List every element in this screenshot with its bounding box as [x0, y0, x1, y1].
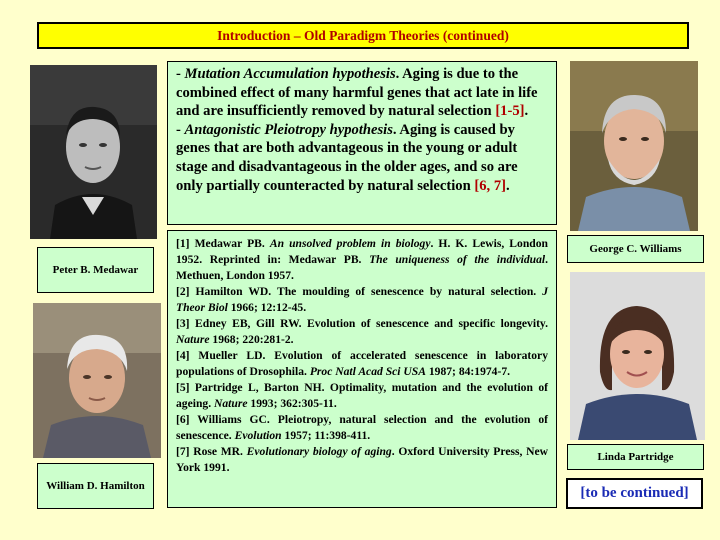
reference-item: [1] Medawar PB. An unsolved problem in biology. H. K. Lewis, London 1952. Reprinted in: Medawar PB. The uniqueness of the individual. Methuen, London 1957.: [176, 237, 548, 282]
caption-hamilton: [37, 463, 154, 509]
reference-item: [3] Edney EB, Gill RW. Evolution of senescence and specific longevity. Nature 1968; 220:281-2.: [176, 317, 548, 346]
caption-medawar: [37, 247, 154, 293]
caption-williams-text: George C. Williams: [589, 242, 682, 255]
portrait-williams-image: [570, 61, 698, 231]
pleiotropy-hypothesis-text: Aging is caused by genes that are both advantageous in the young or adult stage and disadvantageous in the older ages, and so are only partially counteracted by natural selection: [176, 121, 518, 194]
portrait-medawar: [30, 65, 157, 239]
slide-title: Introduction – Old Paradigm Theories (continued): [37, 22, 689, 49]
portrait-partridge: [570, 272, 705, 440]
reference-item: [4] Mueller LD. Evolution of accelerated senescence in laboratory populations of Drosophila. Proc Natl Acad Sci USA 1987; 84:1974-7.: [176, 349, 548, 378]
reference-item: [7] Rose MR. Evolutionary biology of aging. Oxford University Press, New York 1991.: [176, 445, 548, 474]
pleiotropy-hypothesis: - Antagonistic Pleiotropy hypothesis. Aging is caused by genes that are both advantageous in the young or adult stage and disadvantageous in the older ages, and so are only partially counteracted by natural selection [6, 7].: [176, 121, 518, 194]
caption-williams: [567, 235, 704, 263]
to-be-continued-label: [to be continued]: [566, 478, 703, 509]
portrait-partridge-image: [570, 272, 705, 440]
portrait-medawar-image: [30, 65, 157, 239]
reference-item: [6] Williams GC. Pleiotropy, natural selection and the evolution of senescence. Evolution 1957; 11:398-411.: [176, 413, 548, 442]
reference-item: [5] Partridge L, Barton NH. Optimality, mutation and the evolution of ageing. Nature 1993; 362:305-11.: [176, 381, 548, 410]
reference-item: [2] Hamilton WD. The moulding of senescence by natural selection. J Theor Biol 1966; 12:12-45.: [176, 285, 548, 314]
references-box: [167, 230, 557, 508]
hypotheses-box: [167, 61, 557, 225]
portrait-hamilton: [33, 303, 161, 458]
caption-medawar-text: Peter B. Medawar: [52, 263, 139, 276]
caption-hamilton-text: William D. Hamilton: [46, 479, 145, 492]
mutation-hypothesis-refs: [1-5]: [495, 103, 525, 120]
pleiotropy-hypothesis-refs: [6, 7]: [474, 177, 506, 194]
caption-partridge: [567, 444, 704, 470]
caption-partridge-text: Linda Partridge: [597, 450, 674, 463]
mutation-hypothesis: - Mutation Accumulation hypothesis. Aging is due to the combined effect of many harmful genes that act late in life and are insufficiently removed by natural selection [1-5].: [176, 66, 538, 120]
portrait-williams: [570, 61, 698, 231]
mutation-hypothesis-name: Mutation Accumulation hypothesis: [184, 66, 396, 82]
portrait-hamilton-image: [33, 303, 161, 458]
mutation-hypothesis-text: Aging is due to the combined effect of many harmful genes that act late in life and are insufficiently removed by natural selection: [176, 66, 538, 120]
pleiotropy-hypothesis-name: Antagonistic Pleiotropy hypothesis: [184, 121, 393, 138]
